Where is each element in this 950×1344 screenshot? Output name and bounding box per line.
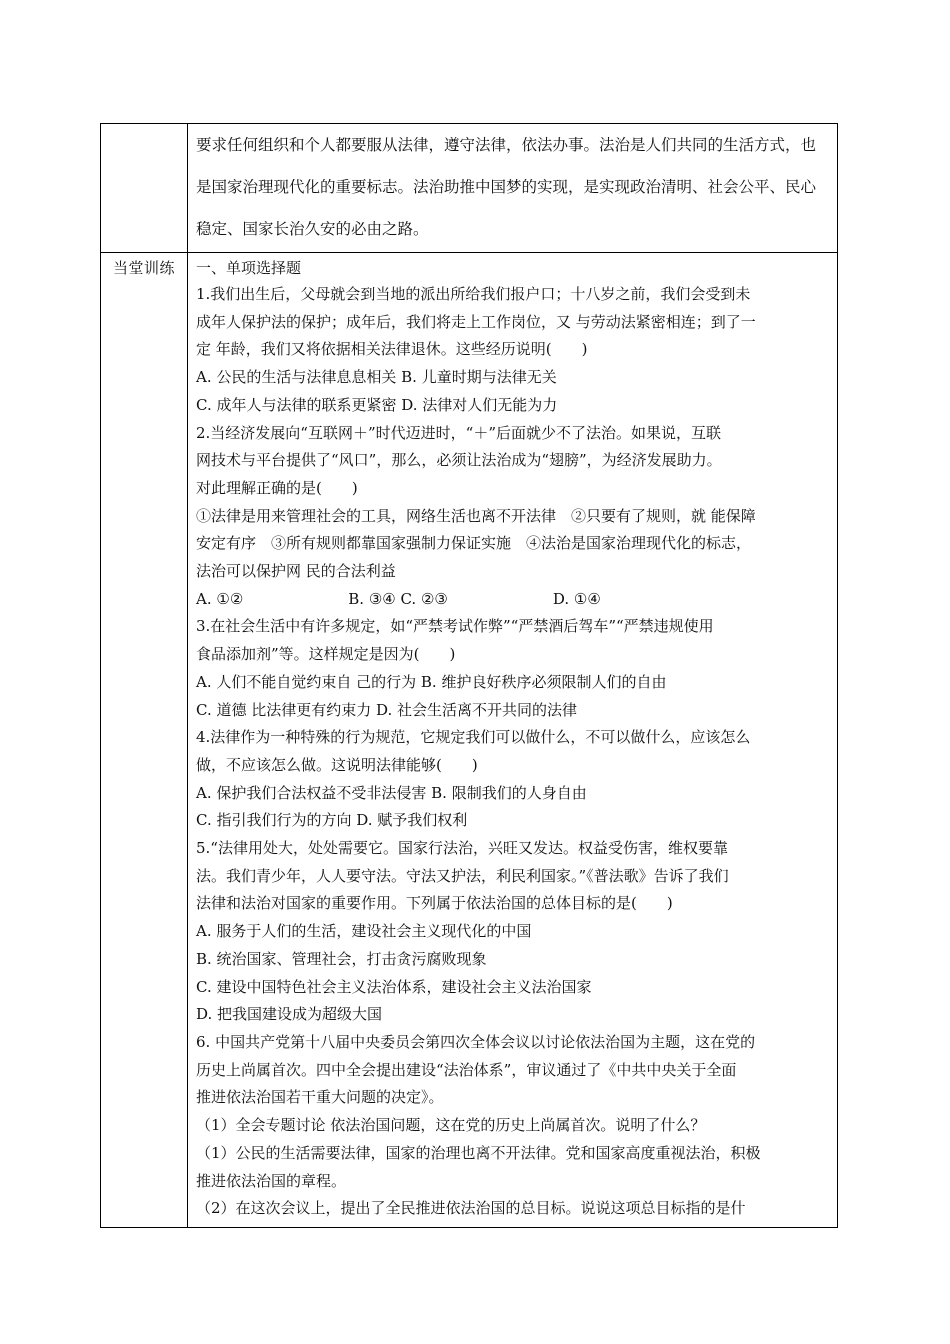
- intro-paragraph: 要求任何组织和个人都要服从法律，遵守法律，依法办事。法治是人们共同的生活方式，也是国家治理现代化的重要标志。法治助推中国梦的实现，是实现政治清明、社会公平、民心稳定、国家长治久安的必由之路。: [196, 136, 817, 238]
- text-line: 做，不应该怎么做。这说明法律能够( ): [196, 755, 478, 774]
- text-line: 法律和法治对国家的重要作用。下列属于依法治国的总体目标的是( ): [196, 894, 673, 913]
- text-line: 网技术与平台提供了“风口”，那么，必须让法治成为“翅膀”，为经济发展助力。: [196, 451, 722, 470]
- text-line: 1.我们出生后，父母就会到当地的派出所给我们报户口；十八岁之前，我们会受到未: [196, 285, 751, 303]
- section-heading: 一、单项选择题: [196, 259, 302, 277]
- text-line: 6. 中国共产党第十八届中央委员会第四次全体会议以讨论依法治国为主题，这在党的: [196, 1032, 756, 1051]
- text-line: 4.法律作为一种特殊的行为规范，它规定我们可以做什么，不可以做什么，应该怎么: [196, 728, 751, 747]
- text-line: C. 成年人与法律的联系更紧密 D. 法律对人们无能为力: [196, 395, 558, 414]
- text-line: 法。我们青少年，人人要守法。守法又护法，利民利国家。”《普法歌》告诉了我们: [196, 866, 729, 885]
- section-label: 当堂训练: [101, 253, 188, 1228]
- text-line: A. 公民的生活与法律息息相关 B. 儿童时期与法律无关: [196, 368, 557, 387]
- text-line: 推进依法治国若干重大问题的决定》。: [196, 1088, 444, 1107]
- practice-cell: [188, 253, 838, 1228]
- text-line: （1）公民的生活需要法律，国家的治理也离不开法律。党和国家高度重视法治，积极: [196, 1143, 761, 1162]
- text-line: 食品添加剂”等。这样规定是因为( ): [196, 645, 456, 664]
- text-line: A. 保护我们合法权益不受非法侵害 B. 限制我们的人身自由: [196, 783, 587, 802]
- text-line: C. 指引我们行为的方向 D. 赋予我们权利: [196, 811, 468, 830]
- text-line: A. ①② B. ③④ C. ②③ D. ①④: [196, 589, 601, 608]
- text-line: 5.“法律用处大，处处需要它。国家行法治，兴旺又发达。权益受伤害，维权要靠: [196, 839, 728, 858]
- text-line: 成年人保护法的保护；成年后，我们将走上工作岗位，又 与劳动法紧密相连；到了一: [196, 312, 756, 331]
- text-line: （1）全会专题讨论 依法治国问题，这在党的历史上尚属首次。说明了什么？: [196, 1116, 706, 1135]
- question-lines: [196, 281, 831, 1223]
- text-line: 安定有序 ③所有规则都靠国家强制力保证实施 ④法治是国家治理现代化的标志，: [196, 534, 752, 553]
- text-line: 历史上尚属首次。四中全会提出建设“法治体系”，审议通过了《中共中央关于全面: [196, 1060, 737, 1079]
- text-line: A. 服务于人们的生活，建设社会主义现代化的中国: [196, 922, 532, 941]
- text-line: C. 道德 比法律更有约束力 D. 社会生活离不开共同的法律: [196, 700, 578, 719]
- table-row-intro: [101, 124, 838, 253]
- table-row-practice: [101, 253, 838, 1228]
- empty-label-cell: [101, 124, 188, 253]
- text-line: （2）在这次会议上，提出了全民推进依法治国的总目标。说说这项总目标指的是什: [196, 1199, 746, 1218]
- text-line: ①法律是用来管理社会的工具，网络生活也离不开法律 ②只要有了规则，就 能保障: [196, 506, 756, 525]
- lesson-table: [100, 123, 838, 1228]
- text-line: 推进依法治国的章程。: [196, 1171, 347, 1190]
- text-line: 定 年龄，我们又将依据相关法律退休。这些经历说明( ): [196, 340, 588, 359]
- text-line: 3.在社会生活中有许多规定，如“严禁考试作弊”“严禁酒后驾车”“严禁违规使用: [196, 617, 714, 636]
- text-line: B. 统治国家、管理社会，打击贪污腐败现象: [196, 949, 487, 968]
- text-line: 2.当经济发展向“互联网＋”时代迈进时，“＋”后面就少不了法治。如果说，互联: [196, 423, 721, 442]
- text-line: D. 把我国建设成为超级大国: [196, 1005, 383, 1024]
- text-line: C. 建设中国特色社会主义法治体系，建设社会主义法治国家: [196, 977, 592, 996]
- text-line: 法治可以保护网 民的合法利益: [196, 562, 396, 581]
- text-line: A. 人们不能自觉约束自 己的行为 B. 维护良好秩序必须限制人们的自由: [196, 672, 667, 691]
- text-line: 对此理解正确的是( ): [196, 478, 358, 497]
- intro-cell: [188, 124, 838, 253]
